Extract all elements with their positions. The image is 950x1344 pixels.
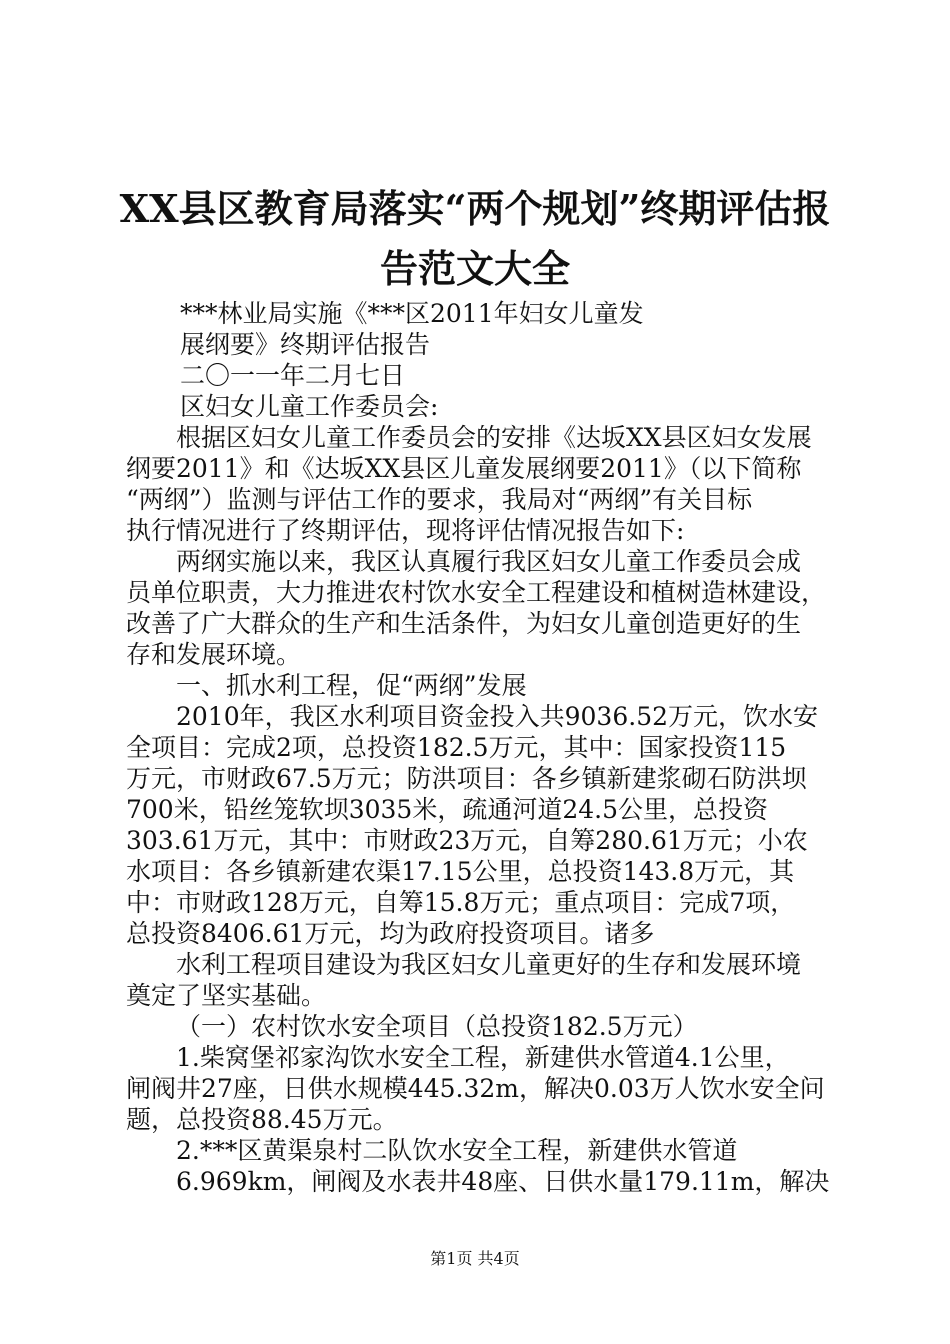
- paragraph-line: 303.61万元，其中：市财政23万元，自筹280.61万元；小农: [126, 826, 808, 855]
- paragraph-line: 总投资8406.61万元，均为政府投资项目。诸多: [126, 919, 655, 948]
- subsection-heading: （一）农村饮水安全项目（总投资182.5万元）: [176, 1012, 698, 1041]
- paragraph-line: 水利工程项目建设为我区妇女儿童更好的生存和发展环境: [176, 950, 802, 979]
- paragraph-line: 两纲实施以来，我区认真履行我区妇女儿童工作委员会成: [176, 547, 802, 576]
- paragraph-line: 6.969km，闸阀及水表井48座、日供水量179.11m，解决: [176, 1167, 830, 1196]
- paragraph-line: “两纲”）监测与评估工作的要求，我局对“两纲”有关目标: [126, 485, 753, 514]
- paragraph-line: 水项目：各乡镇新建农渠17.15公里，总投资143.8万元，其: [126, 857, 795, 886]
- paragraph-line: 员单位职责，大力推进农村饮水安全工程建设和植树造林建设，: [126, 578, 827, 607]
- paragraph-line: 存和发展环境。: [126, 640, 302, 669]
- subtitle-line: 展纲要》终期评估报告: [180, 330, 431, 359]
- section-heading: 一、抓水利工程，促“两纲”发展: [176, 671, 527, 700]
- paragraph-line: 全项目：完成2项，总投资182.5万元，其中：国家投资115: [126, 733, 787, 762]
- document-body: [126, 298, 836, 1197]
- paragraph-line: 改善了广大群众的生产和生活条件，为妇女儿童创造更好的生: [126, 609, 802, 638]
- salutation: 区妇女儿童工作委员会:: [180, 392, 439, 421]
- paragraph-line: 万元，市财政67.5万元；防洪项目：各乡镇新建浆砌石防洪坝: [126, 764, 807, 793]
- date-line: 二〇一一年二月七日: [180, 361, 406, 390]
- document-title-line-2: 告范文大全: [379, 246, 570, 291]
- paragraph-line: 闸阀井27座，日供水规模445.32m，解决0.03万人饮水安全问: [126, 1074, 825, 1103]
- paragraph-line: 2010年，我区水利项目资金投入共9036.52万元，饮水安: [176, 702, 819, 731]
- document-title-line-1: XX县区教育局落实“两个规划”终期评估报: [119, 186, 831, 231]
- paragraph-line: 700米，铅丝笼软坝3035米，疏通河道24.5公里，总投资: [126, 795, 769, 824]
- page-footer: 第1页 共4页: [430, 1249, 520, 1268]
- paragraph-line: 2.***区黄渠泉村二队饮水安全工程，新建供水管道: [176, 1136, 738, 1165]
- paragraph-line: 题，总投资88.45万元。: [126, 1105, 398, 1134]
- paragraph-line: 纲要2011》和《达坂XX县区儿童发展纲要2011》（以下简称: [126, 454, 802, 483]
- paragraph-line: 奠定了坚实基础。: [126, 981, 327, 1010]
- paragraph-line: 执行情况进行了终期评估，现将评估情况报告如下:: [126, 516, 685, 545]
- paragraph-line: 1.柴窝堡祁家沟饮水安全工程，新建供水管道4.1公里，: [176, 1043, 790, 1072]
- paragraph-line: 中：市财政128万元，自筹15.8万元；重点项目：完成7项，: [126, 888, 796, 917]
- subtitle-line: ***林业局实施《***区2011年妇女儿童发: [180, 299, 644, 328]
- paragraph-line: 根据区妇女儿童工作委员会的安排《达坂XX县区妇女发展: [176, 423, 812, 452]
